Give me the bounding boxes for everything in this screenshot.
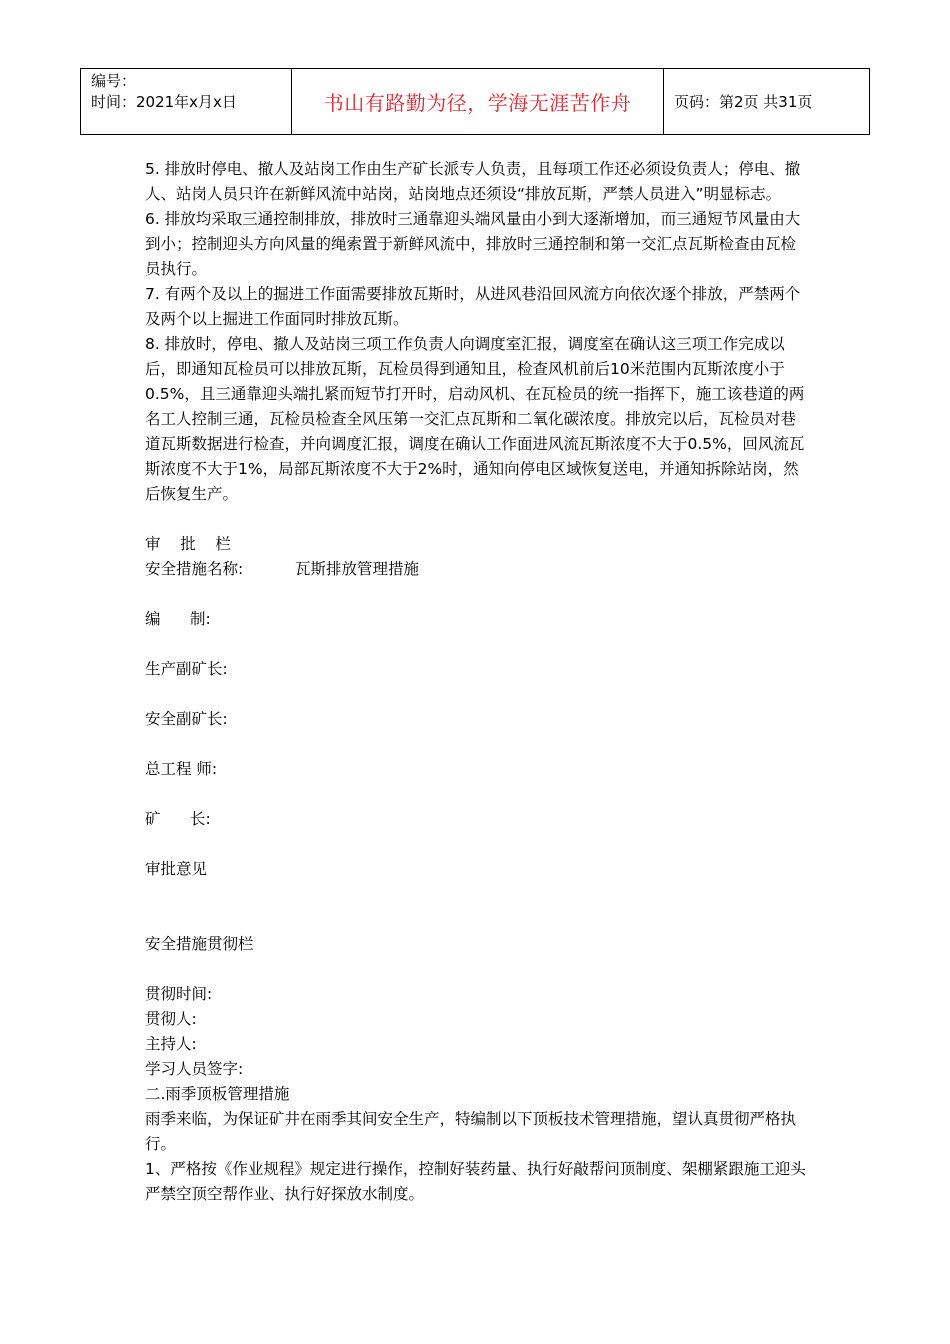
section2-heading: 二.雨季顶板管理措施 (145, 1085, 290, 1103)
header-meta-cell (81, 69, 292, 135)
header-page-cell (664, 69, 870, 135)
implementation-person-label: 贯彻人: (145, 1010, 197, 1028)
number-label: 编号： (91, 72, 137, 90)
page-info: 页码：第2页 共31页 (674, 93, 813, 111)
paragraph-8: 8. 排放时，停电、撤人及站岗三项工作负责人向调度室汇报，调度室在确认这三项工作完成以后，即通知瓦检员可以排放瓦斯，瓦检员得到通知且，检查风机前后10米范围内瓦斯浓度小于0.5%，且三通靠迎头端扎紧而短节打开时，启动风机、在瓦检员的统一指挥下，施工该巷道的两名工人控制三通，瓦检员检查全风压第一交汇点瓦斯和二氧化碳浓度。排放完以后，瓦检员对巷道瓦斯数据进行检查，并向调度汇报，调度在确认工作面进风流瓦斯浓度不大于0.5%，回风流瓦斯浓度不大于1%，局部瓦斯浓度不大于2%时，通知向停电区域恢复送电，并通知拆除站岗，然后恢复生产。 (145, 335, 805, 503)
paragraph-6: 6. 排放均采取三通控制排放，排放时三通靠迎头端风量由小到大逐渐增加，而三通短节风量由大到小；控制迎头方向风量的绳索置于新鲜风流中，排放时三通控制和第一交汇点瓦斯检查由瓦检员执行。 (145, 210, 801, 278)
signature-label: 学习人员签字: (145, 1060, 244, 1078)
header-motto-cell (292, 69, 664, 135)
measure-name-row (145, 557, 810, 582)
section2-item-1: 1、严格按《作业规程》规定进行操作，控制好装药量、执行好敲帮问顶制度、架棚紧跟施工迎头严禁空顶空帮作业、执行好探放水制度。 (145, 1160, 806, 1203)
document-body (145, 157, 810, 1207)
measure-name-label: 安全措施名称: (145, 560, 244, 578)
time-label: 时间：2021年x月x日 (91, 93, 237, 111)
compiler-label: 编 制: (145, 610, 211, 628)
document-header (80, 68, 870, 135)
measure-name-value: 瓦斯排放管理措施 (295, 560, 420, 578)
implementation-title: 安全措施贯彻栏 (145, 935, 254, 953)
paragraph-5: 5. 排放时停电、撤人及站岗工作由生产矿长派专人负责，且每项工作还必须设负责人；停电、撤人、站岗人员只许在新鲜风流中站岗，站岗地点还须设“排放瓦斯，严禁人员进入”明显标志。 (145, 160, 801, 203)
mine-director-label: 矿 长: (145, 810, 211, 828)
safety-deputy-label: 安全副矿长: (145, 710, 228, 728)
paragraph-7: 7. 有两个及以上的掘进工作面需要排放瓦斯时，从进风巷沿回风流方向依次逐个排放，严禁两个及两个以上掘进工作面同时排放瓦斯。 (145, 285, 801, 328)
approval-opinion-label: 审批意见 (145, 860, 208, 878)
chief-engineer-label: 总工程 师: (145, 760, 218, 778)
approval-title: 审 批 栏 (145, 535, 231, 553)
prod-deputy-label: 生产副矿长: (145, 660, 228, 678)
section2-intro: 雨季来临，为保证矿井在雨季其间安全生产，特编制以下顶板技术管理措施，望认真贯彻严格执行。 (145, 1110, 797, 1153)
motto: 书山有路勤为径，学海无涯苦作舟 (323, 91, 632, 115)
host-label: 主持人: (145, 1035, 197, 1053)
implementation-time-label: 贯彻时间: (145, 985, 213, 1003)
